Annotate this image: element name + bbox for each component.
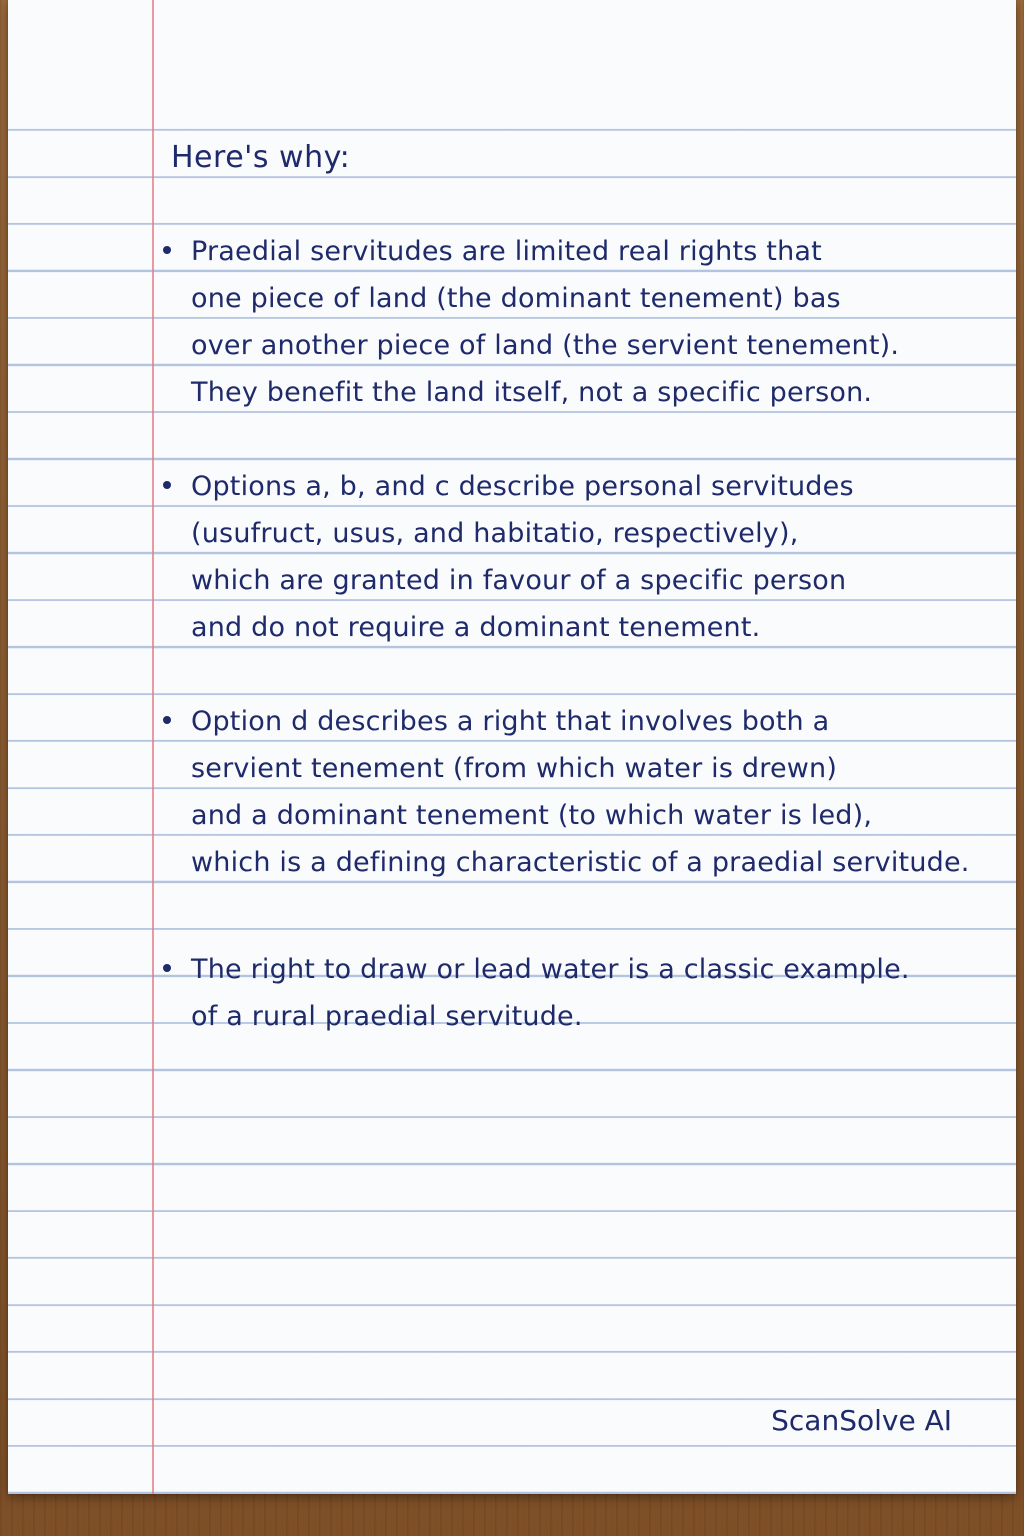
bullet-dot-icon [163, 481, 171, 489]
brand-watermark: ScanSolve AI [771, 1404, 952, 1437]
bullet-line: and a dominant tenement (to which water is led), [191, 800, 873, 831]
notebook-paper [8, 0, 1016, 1494]
bullet-line: servient tenement (from which water is drewn) [191, 753, 838, 784]
bullet-line: and do not require a dominant tenement. [191, 612, 761, 643]
handwritten-content [8, 0, 1016, 1494]
bullet-line: The right to draw or lead water is a classic example. [191, 954, 910, 985]
bullet-line: one piece of land (the dominant tenement) bas [191, 283, 841, 314]
bullet-dot-icon [163, 964, 171, 972]
bullet-line: which are granted in favour of a specific person [191, 565, 847, 596]
heading: Here's why: [171, 140, 351, 175]
bullet-line: of a rural praedial servitude. [191, 1001, 583, 1032]
bullet-line: which is a defining characteristic of a praedial servitude. [191, 847, 970, 878]
bullet-dot-icon [163, 246, 171, 254]
bullet-line: Praedial servitudes are limited real rights that [191, 236, 822, 267]
bullet-line: (usufruct, usus, and habitatio, respectively), [191, 518, 799, 549]
bullet-line: over another piece of land (the servient tenement). [191, 330, 900, 361]
bullet-line: Option d describes a right that involves both a [191, 706, 830, 737]
bullet-line: Options a, b, and c describe personal servitudes [191, 471, 854, 502]
bullet-dot-icon [163, 716, 171, 724]
bullet-line: They benefit the land itself, not a specific person. [191, 377, 873, 408]
